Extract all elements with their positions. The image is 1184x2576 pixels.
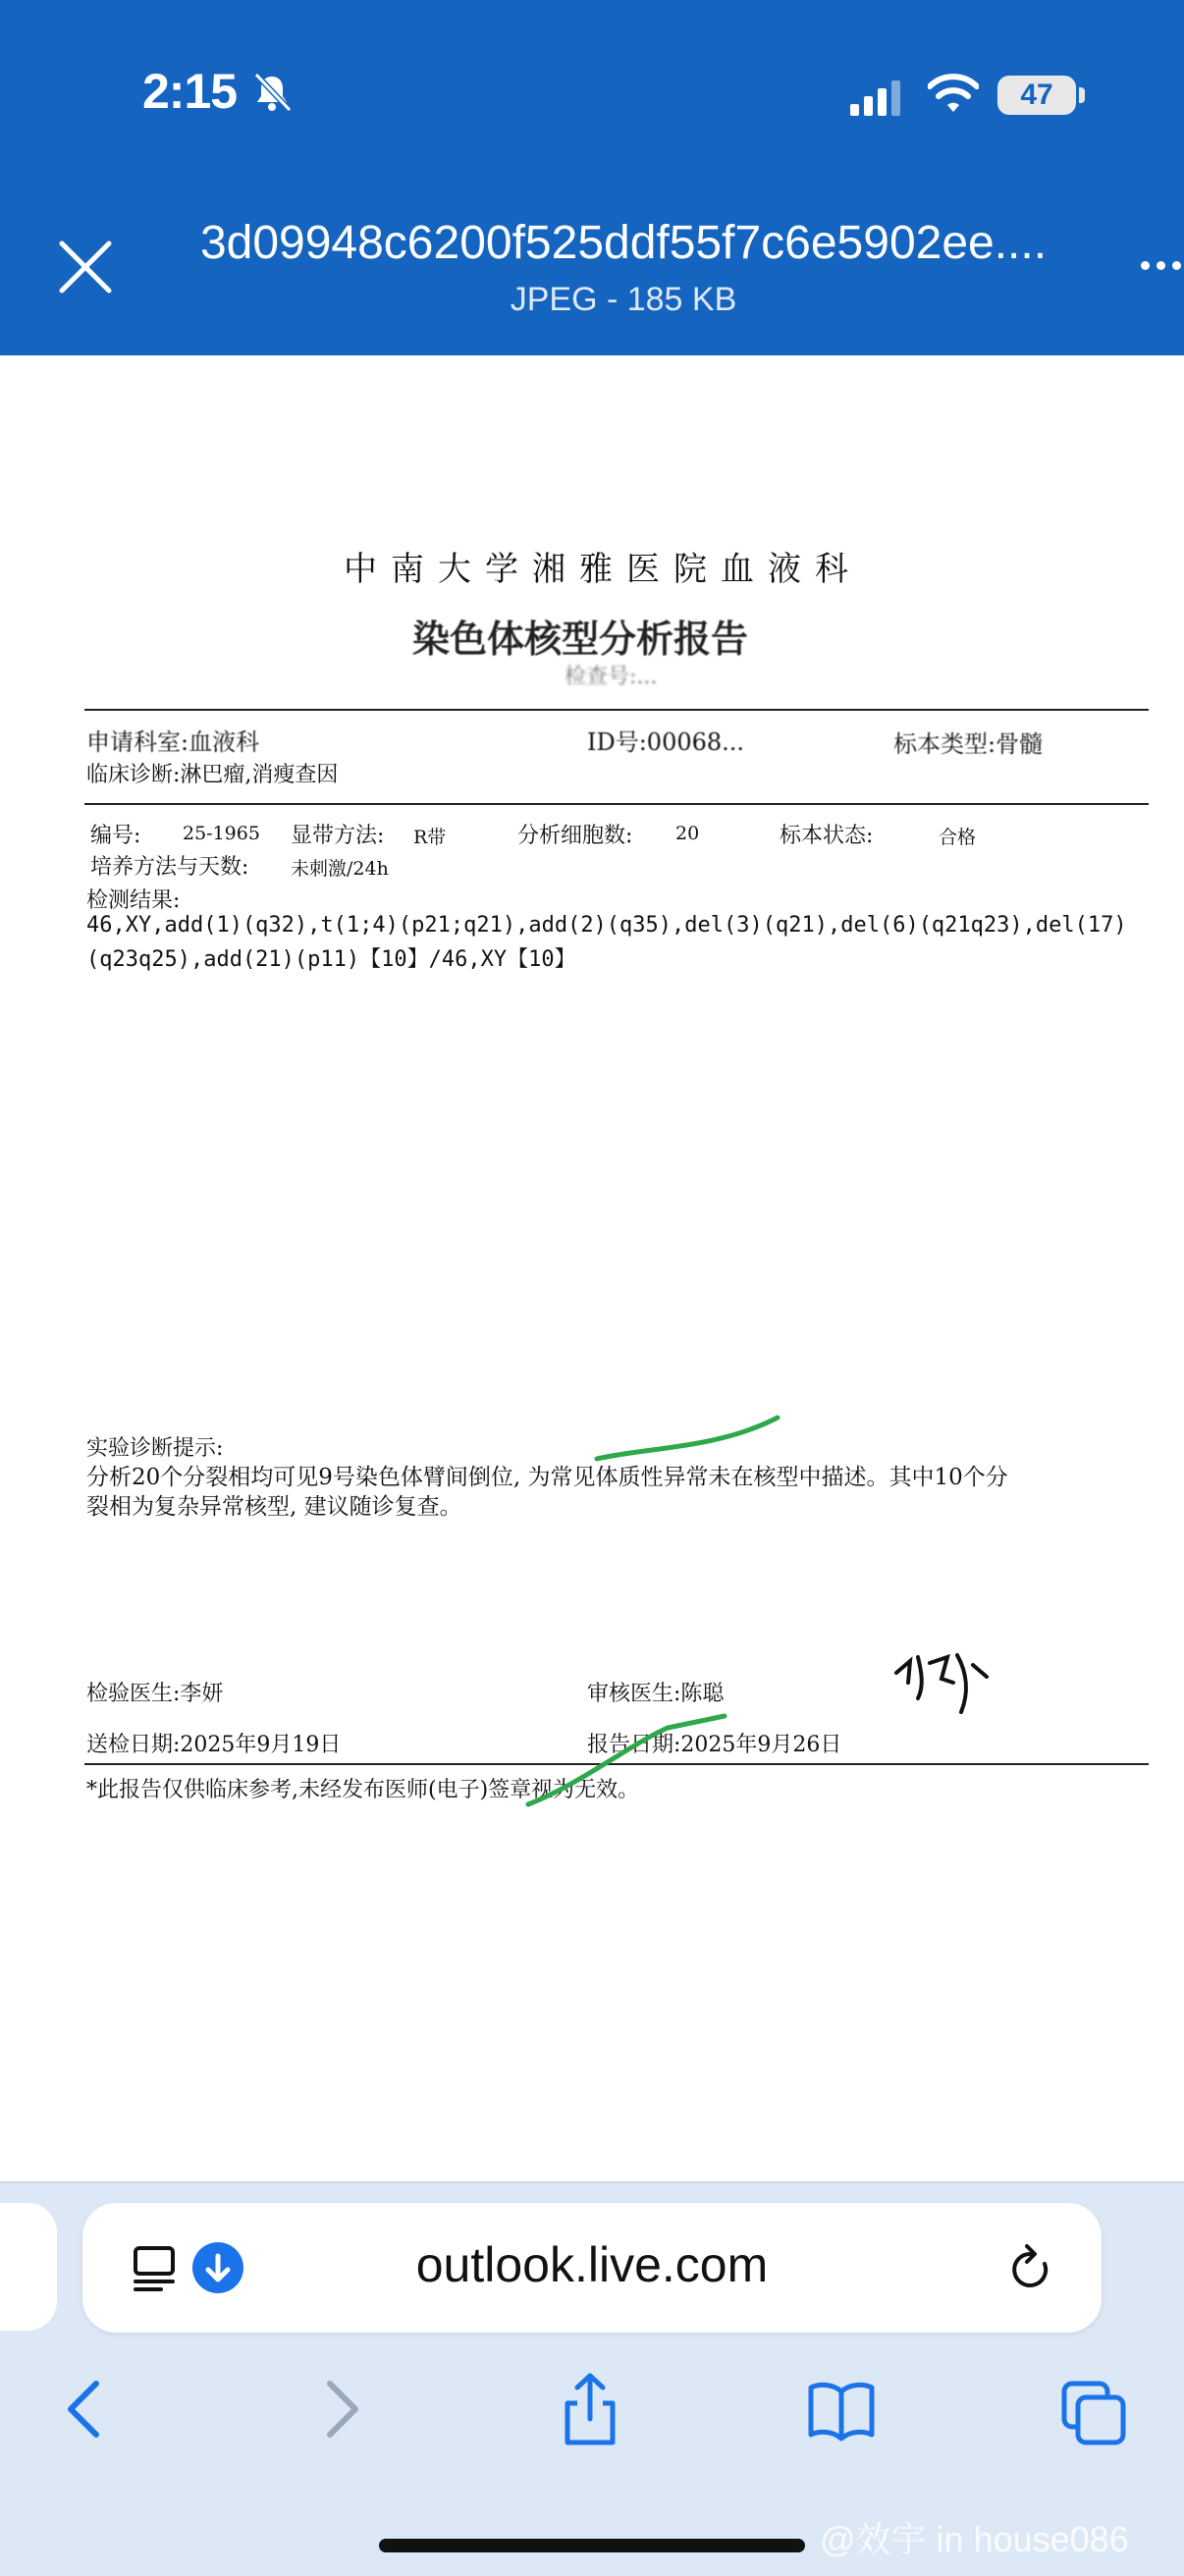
result-label: 检测结果: — [86, 888, 181, 913]
cells-label: 分析细胞数: — [517, 824, 633, 848]
bell-off-icon — [250, 71, 294, 114]
url-text[interactable]: outlook.live.com — [415, 2237, 769, 2292]
hospital-name: 中南大学湘雅医院血液科 — [344, 550, 862, 589]
forward-icon[interactable] — [306, 2370, 375, 2448]
hint-line-2: 裂相为复杂异常核型, 建议随诊复查。 — [86, 1494, 462, 1520]
previous-tab-peek[interactable] — [0, 2203, 57, 2331]
share-icon[interactable] — [556, 2370, 624, 2448]
wifi-icon — [928, 73, 979, 116]
id-no: ID号:00068... — [587, 728, 745, 756]
divider-top — [84, 709, 1149, 711]
home-indicator[interactable] — [379, 2539, 805, 2552]
report-document — [0, 355, 1184, 2181]
banding-value: R带 — [413, 827, 447, 848]
green-pen-stroke — [589, 1408, 785, 1467]
more-options-button[interactable] — [1139, 253, 1184, 273]
send-date: 送检日期:2025年9月19日 — [86, 1733, 342, 1757]
bookmarks-icon[interactable] — [807, 2370, 876, 2448]
back-icon[interactable] — [51, 2370, 120, 2448]
battery-tip — [1079, 87, 1085, 103]
green-pen-stroke-2 — [520, 1706, 736, 1814]
cellular-signal-icon — [850, 80, 903, 116]
disclaimer: *此报告仅供临床参考,未经发布医师(电子)签章视为无效。 — [86, 1778, 640, 1802]
specimen-value: 合格 — [939, 827, 977, 848]
divider-mid — [84, 803, 1149, 805]
browser-toolbar — [0, 2181, 1184, 2576]
report-title: 染色体核型分析报告 — [412, 617, 749, 661]
report-date: 报告日期:2025年9月26日 — [587, 1733, 842, 1757]
specimen-label: 标本状态: — [780, 824, 874, 848]
number-value: 25-1965 — [183, 823, 260, 844]
result-line-1: 46,XY,add(1)(q32),t(1;4)(p21;q21),add(2)(q35),del(3)(q21),del(6)(q21q23),del(17) — [86, 913, 1127, 938]
status-time: 2:15 — [142, 64, 238, 119]
sample-type: 标本类型:骨髓 — [893, 730, 1044, 758]
cells-value: 20 — [675, 823, 700, 844]
culture-label: 培养方法与天数: — [90, 855, 249, 880]
scan-mark: 检查号:... — [565, 665, 658, 689]
battery-icon: 47 — [997, 76, 1076, 115]
banding-label: 显带方法: — [291, 824, 385, 848]
clinical-diagnosis: 临床诊断:淋巴瘤,消瘦查因 — [86, 763, 339, 787]
viewer-header — [0, 0, 1184, 355]
reload-icon[interactable] — [1005, 2242, 1056, 2297]
test-doctor: 检验医生:李妍 — [86, 1682, 224, 1706]
address-bar[interactable] — [82, 2203, 1102, 2333]
tabs-icon[interactable] — [1060, 2370, 1129, 2448]
close-button[interactable] — [54, 236, 117, 298]
result-line-2: (q23q25),add(21)(p11)【10】/46,XY【10】 — [86, 947, 576, 972]
file-name: 3d09948c6200f525ddf55f7c6e5902ee.... — [199, 217, 1048, 269]
patient-dept: 申请科室:血液科 — [86, 728, 260, 756]
culture-value: 未刺激/24h — [291, 858, 389, 880]
watermark: @效宇 in house086 — [820, 2519, 1129, 2559]
number-label: 编号: — [90, 824, 141, 848]
doctor-signature — [888, 1643, 996, 1722]
file-meta: JPEG - 185 KB — [510, 281, 737, 318]
hint-line-1: 分析20个分裂相均可见9号染色体臂间倒位, 为常见体质性异常未在核型中描述。其中10个分 — [86, 1465, 1008, 1490]
hint-label: 实验诊断提示: — [86, 1436, 224, 1461]
review-doctor: 审核医生:陈聪 — [587, 1682, 725, 1706]
